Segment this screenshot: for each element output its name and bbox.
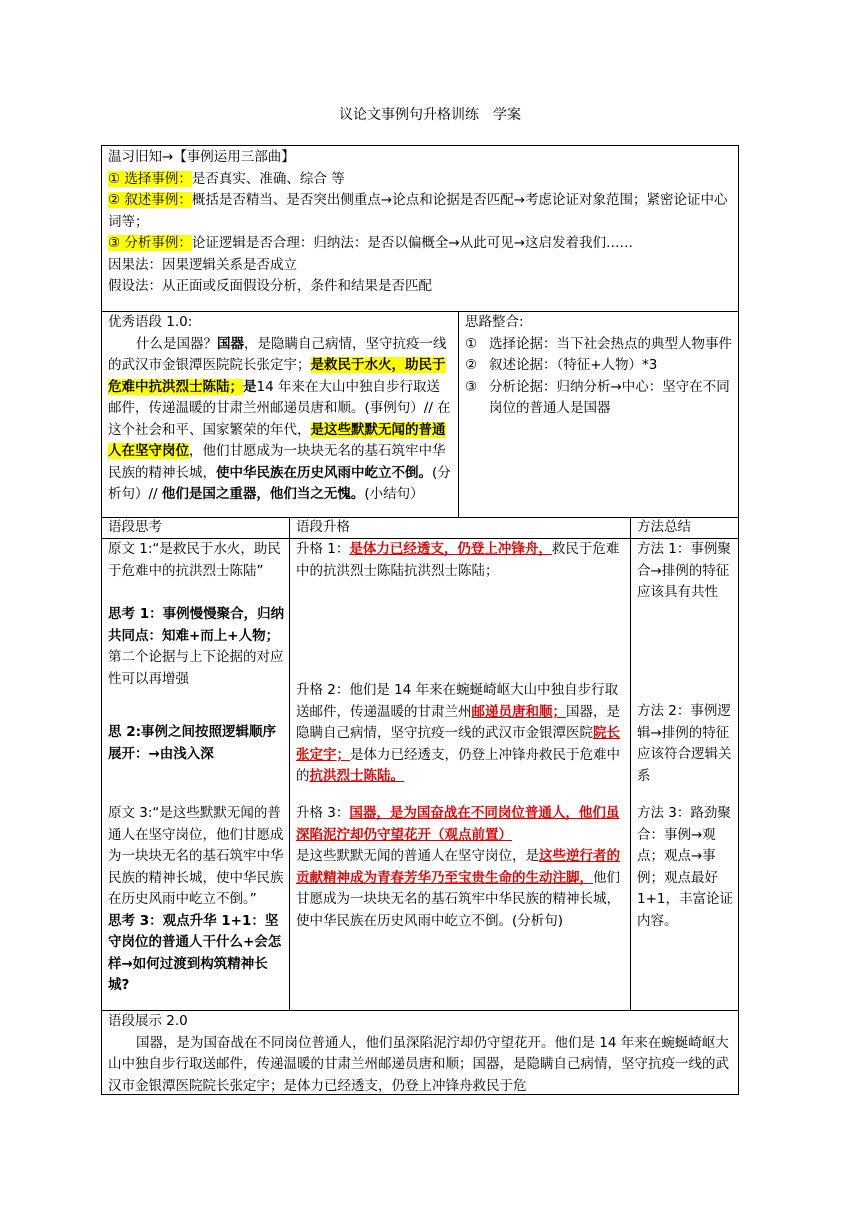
u3-e: 他们甘愿成为一块块无名的基石筑牢中华民族的精神长城，使中华民族在历史风雨中屹立不倒。(分析句) [296,869,620,929]
ex-s1: 什么是国器？ [136,335,217,352]
u2-f: 抗洪烈士陈陆。 [309,768,404,784]
step3-label: ③ 分析事例： [108,235,192,251]
u1-c: 救民于危难中的抗洪烈士陈陆抗洪烈士陈陆； [296,541,620,579]
ex-s6: 14 年来在大山中独自步行取送邮件，传递温暖的甘肃兰州邮递员唐和顺。(事例句）// 在这个社会和平、国家繁荣的年代， [108,378,451,438]
idea-text: 分析论据：归纳分析→中心：坚守在不同岗位的普通人是国器 [489,378,730,416]
ex-s11: 他们是国之重器，他们当之无愧。 [161,486,365,502]
cause-method: 因果法：因果逻辑关系是否成立 [108,256,297,273]
thinking-orig3-text: 原文 3:“是这些默默无闻的普通人在坚守岗位，他们甘愿成为一块块无名的基石筑牢中华民族的精神长城，使中华民族在历史风雨中屹立不倒。” [108,805,284,907]
method-2: 方法 2：事例逻辑→排例的特征应该符合逻辑关系 [637,703,732,784]
ex-s5: 是 [243,378,257,395]
u1-a: 升格 1： [296,541,350,557]
show-text: 国器，是为国奋战在不同岗位普通人，他们虽深陷泥泞却仍守望花开。他们是 14 年来在蜿蜒崎岖大山中独自步行取送邮件，传递温暖的甘肃兰州邮递员唐和顺；国器，是隐瞒自己病情，坚守抗疫一线的武汉市金银潭医院院长张定宇；是体力已经透支，仍登上冲锋舟救民于危 [108,1034,729,1094]
method-1: 方法 1：事例聚合→排例的特征应该具有共性 [637,541,731,600]
header-upgrade: 语段升格 [296,519,350,535]
ex-s2: 国器 [217,335,244,352]
excellent-paragraph [108,312,453,506]
step1-label: ① 选择事例： [108,170,192,187]
ex-s8: ，他们甘愿成为一块块无名的基石筑牢中华民族的精神长城， [108,443,446,481]
u3-c: 是这些默默无闻的普通人在坚守岗位，是 [296,848,539,864]
thinking-note1: 第二个论据与上下论据的对应性可以再增强 [108,649,284,687]
ex-s3: ，是隐瞒自己病情，坚守抗疫一线的武汉市金银潭医院院长张定宇； [108,335,447,373]
method-3: 方法 3：路劲聚合：事例→观点；观点→事例；观点最好 1+1，丰富论证内容。 [637,805,733,929]
thinking-think1 [108,604,286,690]
show-heading: 语段展示 2.0 [108,1013,188,1029]
step2-text: 概括是否精当、是否突出侧重点→论点和论据是否匹配→考虑论证对象范围；紧密论证中心词等； [108,192,728,230]
upgrade-1 [296,539,626,582]
idea-text: 选择论据：当下社会热点的典型人物事件 [489,335,732,352]
idea-num: ③ [465,378,478,395]
ex-s4: 是救民于水火，助民于危难中抗洪烈士陈陆； [108,357,446,395]
upgrade-2 [296,680,626,788]
thinking-orig1 [108,539,286,582]
u3-b: 国器，是为国奋战在不同岗位普通人，他们虽深陷泥泞却仍守望花开（观点前置） [296,805,620,843]
ex-s12: (小结句） [364,486,424,502]
u2-d: 院长张定宇； [296,725,620,763]
idea-num: ① [465,335,478,352]
ex-s9: 使中华民族在历史风雨中屹立不倒。 [216,464,432,481]
header-thinking: 语段思考 [108,519,162,535]
show-content [108,1011,736,1097]
review-content [108,147,736,298]
thinking-think2 [108,722,286,765]
thinking-think1-text: 思考 1：事例慢慢聚合，归纳共同点：知难+而上+人物； [108,606,285,644]
excellent-divider [458,311,459,518]
ideas-heading: 思路整合: [465,314,524,330]
ex-s10: (分析句）// [108,464,451,502]
ideas-panel [465,312,735,420]
u2-c: 国器，是隐瞒自己病情，坚守抗疫一线的武汉市金银潭医院 [296,703,620,741]
thinking-think3-text: 思考 3：观点升华 1+1：坚守岗位的普通人干什么+会怎样→如何过渡到构筑精神长城? [108,912,282,993]
idea-num: ② [465,357,478,373]
ex-s7: 是这些默默无闻的普通人在坚守岗位 [108,421,446,459]
upgrade-3 [296,803,626,932]
u3-d: 这些逆行者的贡献精神成为青春芳华乃至宝贵生命的生动注脚， [296,848,620,886]
step2-label: ② 叙述事例： [108,192,192,208]
excellent-heading: 优秀语段 1.0: [108,314,193,330]
table-col-line-1 [289,517,290,1011]
thinking-orig3 [108,803,286,997]
thinking-think2-text: 思 2:事例之间按照逻辑顺序展开：→由浅入深 [108,724,276,762]
u2-b: 邮递员唐和顺； [471,703,566,720]
u2-e: 是体力已经透支，仍登上冲锋舟救民于危难中的 [296,746,620,784]
u3-a: 升格 3： [296,805,350,821]
step3-text: 论证逻辑是否合理：归纳法：是否以偏概全→从此可见→这启发着我们…… [191,235,634,251]
idea-item [465,334,735,356]
u2-a: 升格 2：他们是 14 年来在蜿蜒崎岖大山中独自步行取送邮件，传递温暖的甘肃兰州 [296,682,619,720]
excellent-body [108,334,453,506]
step1-text: 是否真实、准确、综合 等 [191,170,345,187]
u1-b: 是体力已经透支，仍登上冲锋舟， [349,541,552,557]
table-col-line-2 [630,517,631,1011]
idea-item [465,355,735,377]
idea-item [465,377,735,420]
page-title: 议论文事例句升格训练 学案 [339,107,521,123]
thinking-orig1-text: 原文 1:“是救民于水火，助民于危难中的抗洪烈士陈陆” [108,541,281,579]
header-method: 方法总结 [637,519,691,535]
hypothesis-method: 假设法：从正面或反面假设分析，条件和结果是否匹配 [108,278,432,294]
review-heading: 温习旧知→【事例运用三部曲】 [108,149,295,165]
idea-text: 叙述论据：（特征+人物）*3 [489,357,658,373]
